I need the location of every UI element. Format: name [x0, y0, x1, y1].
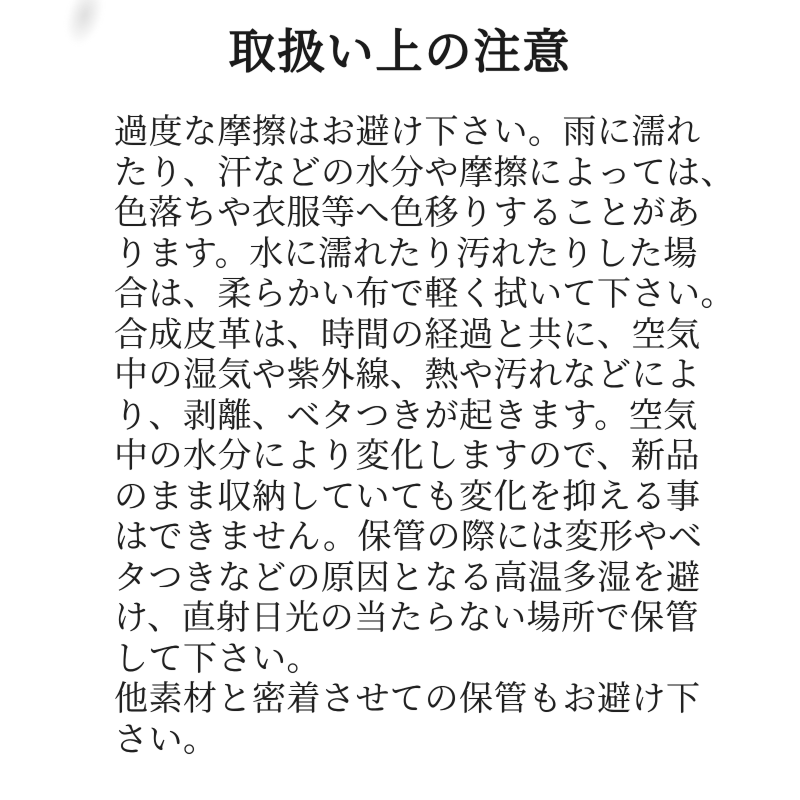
body-line: け、直射日光の当たらない場所で保管	[114, 599, 700, 637]
body-line: タつきなどの原因となる高温多湿を避	[114, 558, 701, 597]
body-line: 中の水分により変化しますので、新品	[114, 437, 700, 475]
body-line: して下さい。	[114, 639, 321, 678]
body-line: ります。水に濡れたり汚れたりした場	[114, 234, 698, 273]
body-line: 合は、柔らかい布で軽く拭いて下さい。	[114, 275, 735, 313]
body-line: 合成皮革は、時間の経過と共に、空気	[114, 315, 701, 354]
body-text	[0, 112, 800, 760]
body-line: り、剥離、ベタつきが起きます。空気	[114, 396, 698, 435]
body-line: 他素材と密着させての保管もお避け下	[114, 680, 701, 718]
body-line: 中の湿気や紫外線、熱や汚れなどによ	[114, 356, 701, 394]
body-line: たり、汗などの水分や摩擦によっては、	[114, 153, 735, 192]
body-line: はできません。保管の際には変形やベ	[114, 518, 703, 556]
body-line: のまま収納していても変化を抑える事	[114, 477, 701, 516]
page-title: 取扱い上の注意	[228, 25, 572, 78]
body-line: 色落ちや衣服等へ色移りすることがあ	[114, 194, 701, 232]
body-line: 過度な摩擦はお避け下さい。雨に濡れ	[114, 113, 701, 151]
body-line: さい。	[114, 720, 218, 759]
